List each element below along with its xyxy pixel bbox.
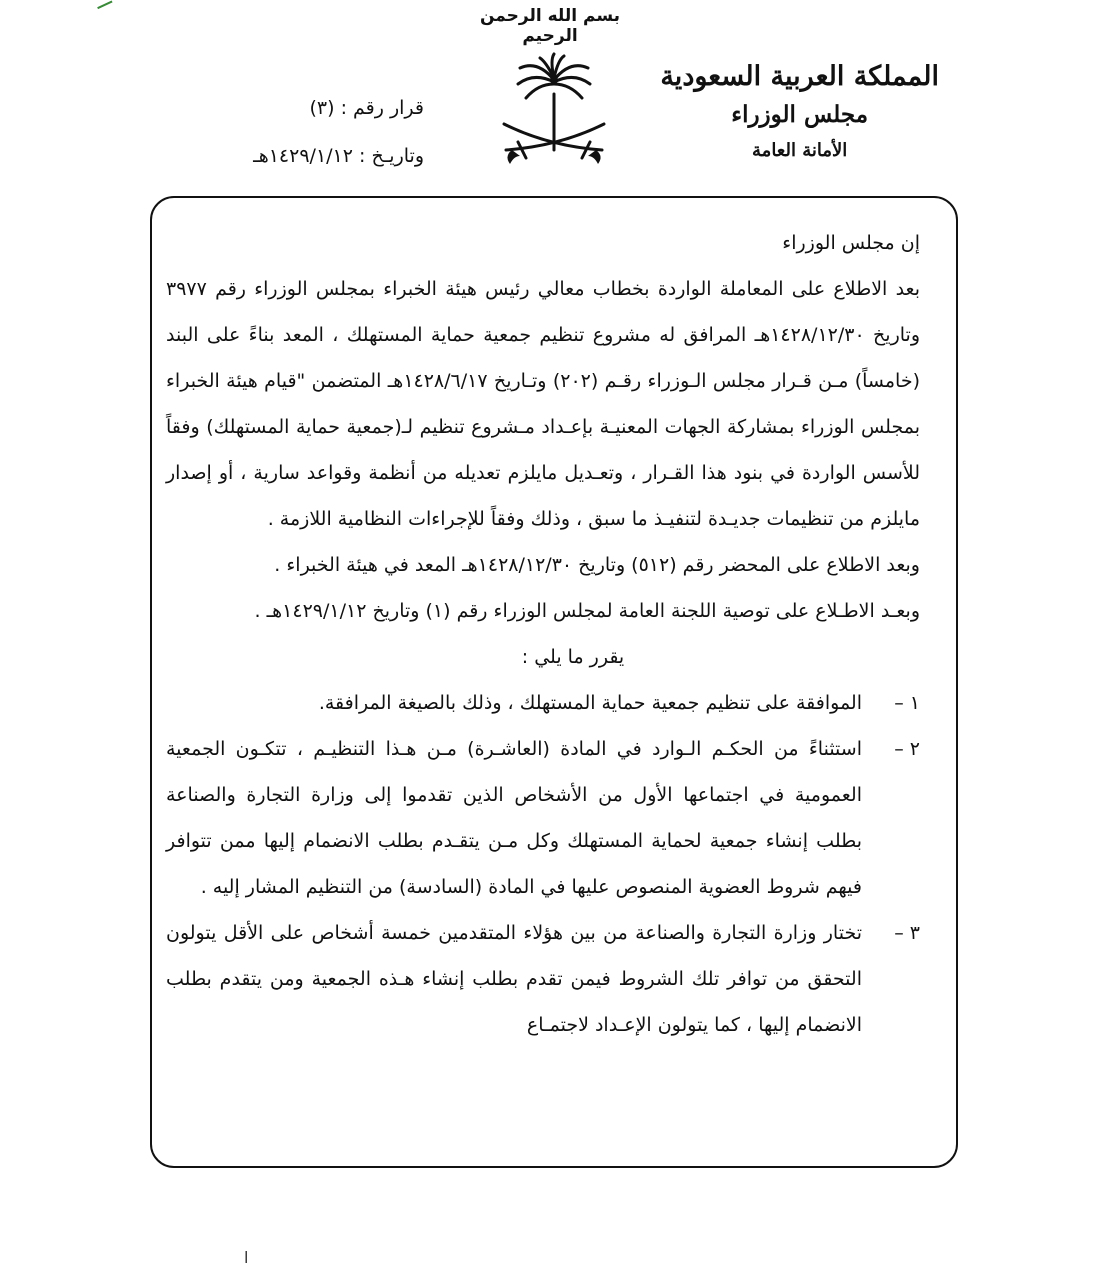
paragraph-1: بعد الاطلاع على المعاملة الواردة بخطاب معالي رئيس هيئة الخبراء بمجلس الوزراء رقم ٣٩٧٧ وتاريخ ١٤٢٨/١٢/٣٠هـ المرافق له مشروع تنظيم جمعية حماية المستهلك ، المعد بناءً على البند (خامساً) مـن قـرار مجلس الـوزراء رقـم (٢٠٢) وتـاريخ ١٤٢٨/٦/١٧هـ المتضمن "قيام هيئة الخبراء بمجلس الوزراء بمشاركة الجهات المعنيـة بإعـداد مـشروع تنظيم لـ(جمعية حماية المستهلك) وفقاً للأسس الواردة في بنود هذا القـرار ، وتعـديل مايلزم تعديله من أنظمة وقواعد سارية ، أو إصدار مايلزم من تنظيمات جديـدة لتنفيـذ ما سبق ، وذلك وفقاً للإجراءات النظامية اللازمة .	[166, 278, 921, 530]
decree-number: قرار رقم : (٣)	[309, 97, 424, 119]
item-number: ١ –	[894, 692, 920, 714]
item-number: ٢ –	[894, 738, 920, 760]
item-text: استثناءً من الحكـم الـوارد في المادة (العاشـرة) مـن هـذا التنظيـم ، تتكـون الجمعية العمومية في اجتماعها الأول من الأشخاص الذين تقدموا إلى وزارة التجارة والصناعة بطلب إنشاء جمعية لحماية المستهلك وكل مـن يتقـدم بطلب الانضمام إليها ممن تتوافر فيهم شروط العضوية المنصوص عليها في المادة (السادسة) من التنظيم المشار إليه .	[166, 738, 862, 898]
paragraph-2: وبعد الاطلاع على المحضر رقم (٥١٢) وتاريخ ١٤٢٨/١٢/٣٠هـ المعد في هيئة الخبراء .	[274, 554, 920, 576]
resolves-heading: يقرر ما يلي :	[521, 646, 625, 668]
council-name: مجلس الوزراء	[731, 101, 869, 128]
list-item	[166, 680, 920, 726]
item-number: ٣ –	[894, 922, 920, 944]
saudi-emblem-icon	[498, 50, 610, 172]
corner-mark	[95, 0, 112, 9]
item-text: تختار وزارة التجارة والصناعة من بين هؤلاء المتقدمين خمسة أشخاص على الأقل يتولون التحقق من توافر تلك الشروط فيمن تقدم بطلب إنشاء هـذه الجمعية ومن يتقدم بطلب الانضمام إليها ، كما يتولون الإعـداد لاجتمـاع	[166, 922, 862, 1036]
list-item	[166, 726, 920, 910]
kingdom-name: المملكة العربية السعودية	[660, 61, 939, 92]
paragraph-3: وبعـد الاطـلاع على توصية اللجنة العامة لمجلس الوزراء رقم (١) وتاريخ ١٤٢٩/١/١٢هـ .	[254, 600, 920, 622]
item-text: الموافقة على تنظيم جمعية حماية المستهلك ، وذلك بالصيغة المرافقة.	[318, 692, 862, 714]
letterhead	[660, 58, 939, 168]
decree-info	[188, 84, 424, 180]
opening-line: إن مجلس الوزراء	[782, 232, 920, 254]
footer-mark: ا	[244, 1248, 249, 1267]
decree-date: وتاريـخ : ١٤٢٩/١/١٢هـ	[253, 145, 424, 167]
list-item	[166, 910, 920, 1048]
decree-body	[166, 220, 920, 1048]
secretariat-name: الأمانة العامة	[752, 140, 848, 161]
basmala: بسم الله الرحمن الرحيم	[479, 6, 621, 46]
